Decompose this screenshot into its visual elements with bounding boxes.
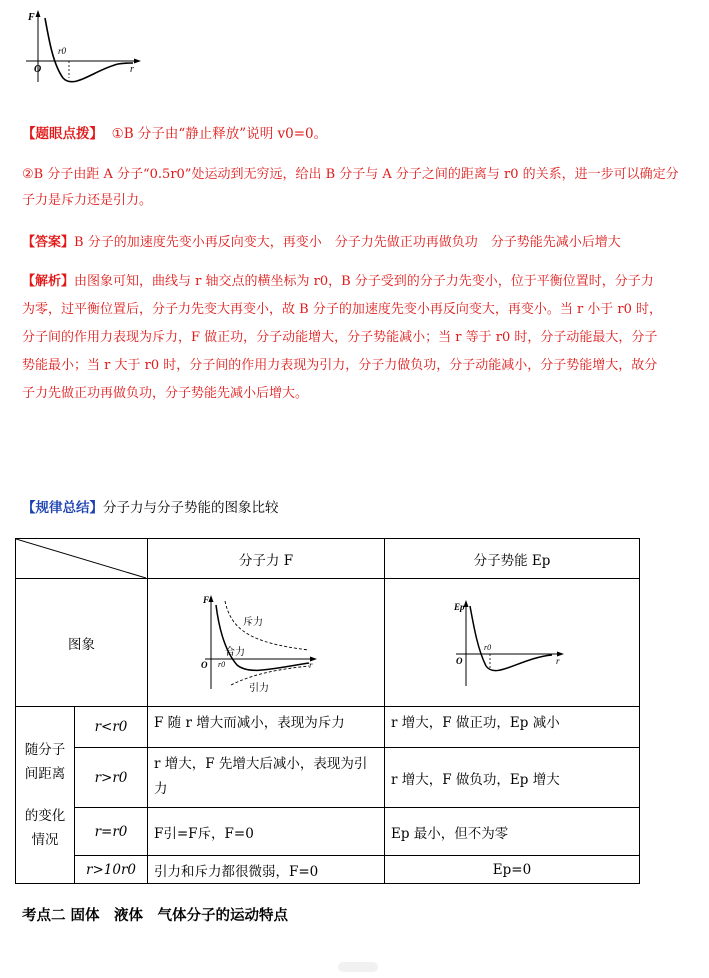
svg-text:r0: r0 [58, 46, 67, 56]
top-force-graph [20, 8, 145, 90]
svg-text:Ep: Ep [454, 601, 465, 612]
svg-text:斥力: 斥力 [243, 616, 263, 628]
energy-cell: Ep 最小，但不为零 [385, 808, 640, 856]
next-section-title: 考点二 固体 液体 气体分子的运动特点 [22, 907, 289, 924]
energy-cell: Ep=0 [385, 856, 640, 884]
svg-text:O: O [34, 64, 42, 75]
energy-graph-cell [385, 579, 640, 707]
svg-text:r: r [130, 64, 134, 75]
analysis-tag: 【解析】 [22, 274, 75, 289]
svg-text:合力: 合力 [225, 646, 245, 658]
cond-cell: r<r0 [75, 707, 148, 748]
analysis-line: 势能最小；当 r 大于 r0 时，分子间的作用力表现为引力，分子力做负功，分子动能减小，分子势能增大，故分 [22, 358, 658, 373]
hint-line-2: ②B 分子由距 A 分子“0.5r0”处运动到无穷远，给出 B 分子与 A 分子之间的距离与 r0 的关系，进一步可以确定分 [22, 167, 679, 182]
force-cell: F引=F斥，F=0 [148, 808, 385, 856]
force-cell: r 增大，F 先增大后减小，表现为引力 [148, 748, 385, 808]
answer-line [22, 228, 621, 257]
analysis-line: 【解析】由图象可知，曲线与 r 轴交点的横坐标为 r0，B 分子受到的分子力先变小，位于平衡位置时，分子力 [22, 274, 654, 289]
force-cell: F 随 r 增大而减小，表现为斥力 [148, 707, 385, 748]
hint-text-1: ①B 分子由“静止释放”说明 v0=0。 [111, 126, 328, 142]
force-cell: 引力和斥力都很微弱，F=0 [148, 856, 385, 884]
cond-cell: r>r0 [75, 748, 148, 808]
answer-tag: 【答案】 [22, 235, 75, 250]
summary-heading [22, 496, 279, 516]
header-energy: 分子势能 Ep [385, 539, 640, 579]
force-graph [201, 593, 331, 693]
group-label: 随分子 间距离 的变化 情况 [16, 707, 75, 884]
answer-text: B 分子的加速度先变小再反向变大，再变小 分子力先做正功再做负功 分子势能先减小后增大 [74, 235, 621, 250]
energy-cell: r 增大，F 做负功，Ep 增大 [385, 748, 640, 808]
corner-cell [16, 539, 148, 579]
energy-cell: r 增大，F 做正功，Ep 减小 [385, 707, 640, 748]
svg-text:F: F [28, 12, 35, 23]
table-header-row [16, 539, 640, 579]
watermark-mark [338, 962, 378, 972]
svg-text:r: r [309, 659, 313, 670]
header-force: 分子力 F [148, 539, 385, 579]
hint-line-3: 子力是斥力还是引力。 [22, 193, 153, 208]
hint-tag: 【题眼点拨】 [22, 126, 103, 142]
cond-cell: r>10r0 [75, 856, 148, 884]
summary-tag: 【规律总结】 [22, 500, 103, 516]
svg-text:O: O [456, 655, 463, 666]
table-row [16, 707, 640, 748]
energy-graph [452, 598, 572, 688]
hint-line-1 [22, 120, 327, 149]
svg-text:r0: r0 [218, 659, 226, 669]
diagonal-line [16, 539, 146, 578]
svg-text:引力: 引力 [249, 682, 269, 693]
force-graph-cell [148, 579, 385, 707]
table-row [16, 748, 640, 808]
svg-text:r: r [556, 655, 560, 666]
cond-cell: r=r0 [75, 808, 148, 856]
svg-text:O: O [201, 659, 208, 670]
analysis-line: 子力先做正功再做负功，分子势能先减小后增大。 [22, 386, 309, 401]
image-row-label: 图象 [16, 579, 148, 707]
analysis-block [22, 268, 662, 408]
image-row [16, 579, 640, 707]
svg-text:F: F [203, 594, 210, 605]
summary-title: 分子力与分子势能的图象比较 [103, 500, 279, 516]
analysis-line: 为零，过平衡位置后，分子力先变大再变小，故 B 分子的加速度先变小再反向变大，再变小。当 r 小于 r0 时， [22, 302, 663, 317]
svg-text:r0: r0 [484, 642, 492, 652]
table-row [16, 808, 640, 856]
analysis-line: 分子间的作用力表现为斥力，F 做正功，分子动能增大，分子势能减小；当 r 等于 r0 时，分子动能最大，分子 [22, 330, 658, 345]
comparison-table [15, 538, 640, 884]
table-row [16, 856, 640, 884]
